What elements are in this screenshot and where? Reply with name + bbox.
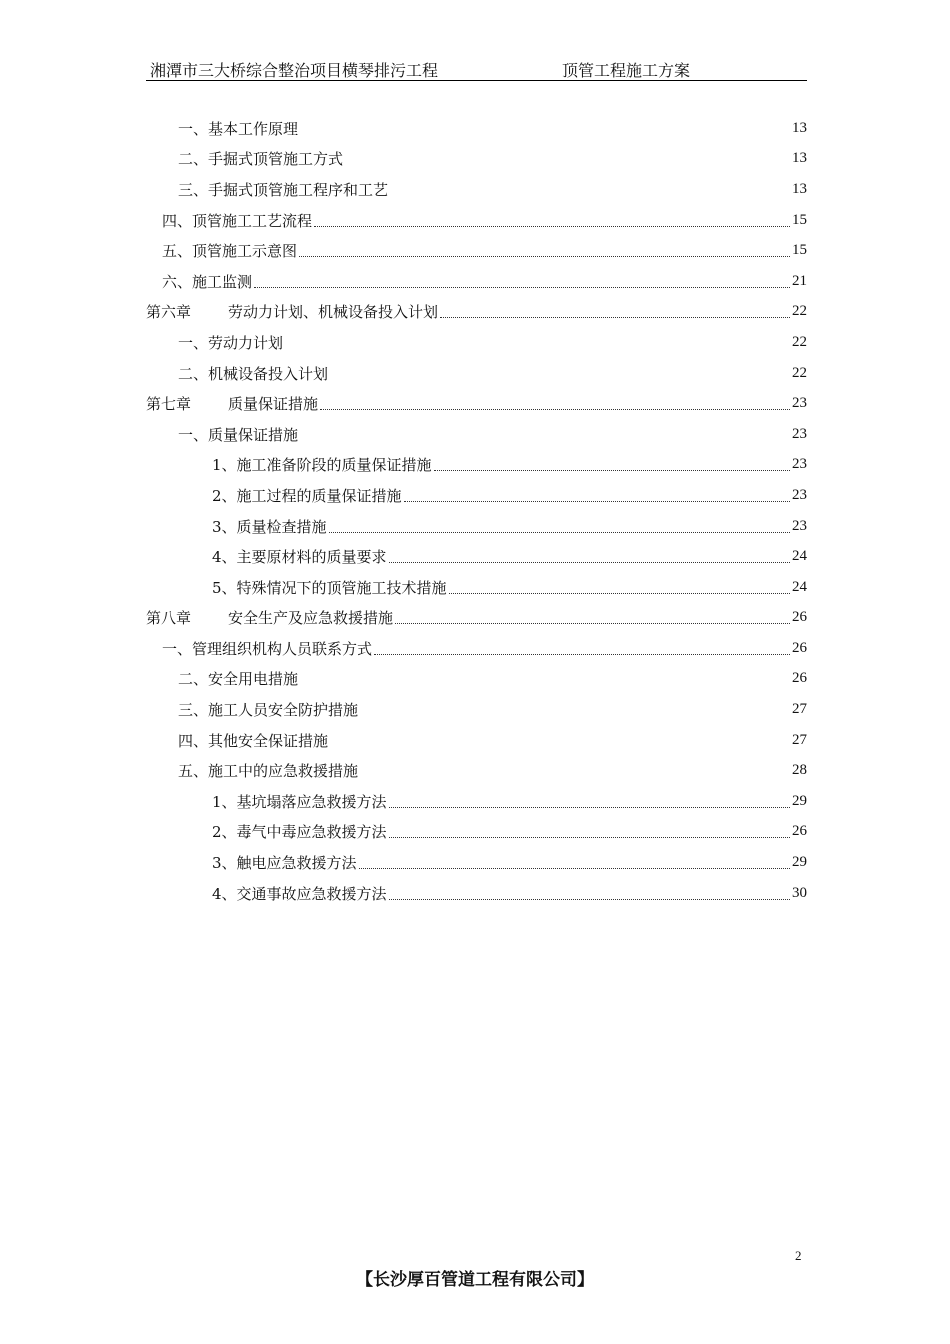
dot-leader — [299, 244, 790, 257]
dot-leader — [359, 856, 790, 869]
toc-chapter-title: 安全生产及应急救援措施 — [228, 609, 394, 628]
toc-page-number: 15 — [792, 242, 807, 259]
toc-entry[interactable] — [146, 266, 807, 297]
toc-entry[interactable] — [146, 480, 807, 511]
toc-page-number: 27 — [792, 731, 807, 748]
toc-entry-title: 五、顶管施工示意图 — [162, 242, 298, 261]
toc-page-number: 29 — [792, 854, 807, 871]
toc-entry-title: 四、其他安全保证措施 — [178, 731, 329, 750]
toc-entry-title: 二、机械设备投入计划 — [178, 364, 329, 383]
toc-chapter-title: 劳动力计划、机械设备投入计划 — [228, 303, 439, 322]
dot-leader — [389, 550, 790, 563]
toc-entry-title: 二、安全用电措施 — [178, 670, 299, 689]
toc-entry[interactable] — [146, 725, 807, 756]
toc-page-number: 27 — [792, 701, 807, 718]
dot-leader — [404, 489, 790, 502]
toc-entry[interactable] — [146, 358, 807, 389]
toc-chapter-number: 第七章 — [146, 395, 192, 414]
toc-page-number: 13 — [792, 119, 807, 136]
toc-entry[interactable] — [146, 327, 807, 358]
toc-entry-title: 一、劳动力计划 — [178, 333, 284, 352]
toc-page-number: 23 — [792, 395, 807, 412]
dot-leader — [374, 642, 790, 655]
dot-leader — [329, 520, 790, 533]
toc-entry[interactable] — [146, 786, 807, 817]
toc-entry[interactable] — [146, 205, 807, 236]
toc-chapter-entry[interactable] — [146, 603, 807, 634]
toc-entry[interactable] — [146, 694, 807, 725]
toc-page-number: 13 — [792, 150, 807, 167]
toc-entry-title: 一、管理组织机构人员联系方式 — [162, 639, 373, 658]
toc-entry-title: 二、手掘式顶管施工方式 — [178, 150, 344, 169]
dot-leader — [449, 581, 790, 594]
toc-page-number: 29 — [792, 792, 807, 809]
toc-entry[interactable] — [146, 419, 807, 450]
toc-page-number: 21 — [792, 272, 807, 289]
toc-page-number: 22 — [792, 303, 807, 320]
toc-page-number: 23 — [792, 425, 807, 442]
toc-entry[interactable] — [146, 541, 807, 572]
toc-entry[interactable] — [146, 847, 807, 878]
toc-entry-title: 1、基坑塌落应急救援方法 — [212, 792, 387, 811]
toc-entry[interactable] — [146, 113, 807, 144]
dot-leader — [395, 611, 790, 624]
dot-leader — [320, 397, 790, 410]
toc-page-number: 26 — [792, 639, 807, 656]
toc-entry-title: 三、施工人员安全防护措施 — [178, 701, 359, 720]
header-project-title: 湘潭市三大桥综合整治项目横琴排污工程 — [150, 61, 439, 80]
toc-chapter-entry[interactable] — [146, 388, 807, 419]
toc-entry-title: 3、质量检查措施 — [212, 517, 327, 536]
dot-leader — [440, 305, 790, 318]
toc-page-number: 26 — [792, 670, 807, 687]
table-of-contents — [146, 113, 807, 908]
page-number: 2 — [795, 1248, 802, 1263]
toc-entry[interactable] — [146, 235, 807, 266]
toc-entry[interactable] — [146, 511, 807, 542]
toc-entry-title — [146, 301, 438, 322]
toc-entry-title: 2、施工过程的质量保证措施 — [212, 486, 402, 505]
toc-entry[interactable] — [146, 633, 807, 664]
toc-entry-title: 4、主要原材料的质量要求 — [212, 548, 387, 567]
toc-entry-title — [146, 607, 393, 628]
toc-page-number: 13 — [792, 180, 807, 197]
toc-page-number: 23 — [792, 456, 807, 473]
toc-page-number: 30 — [792, 884, 807, 901]
toc-entry[interactable] — [146, 664, 807, 695]
toc-entry[interactable] — [146, 174, 807, 205]
toc-page-number: 26 — [792, 609, 807, 626]
toc-page-number: 28 — [792, 762, 807, 779]
toc-page-number: 23 — [792, 486, 807, 503]
toc-page-number: 22 — [792, 364, 807, 381]
toc-entry[interactable] — [146, 144, 807, 175]
toc-entry-title: 1、施工准备阶段的质量保证措施 — [212, 456, 432, 475]
toc-entry-title — [146, 393, 318, 414]
toc-entry-title: 五、施工中的应急救援措施 — [178, 762, 359, 781]
toc-entry[interactable] — [146, 817, 807, 848]
footer-company-name: 【长沙厚百管道工程有限公司】 — [356, 1270, 594, 1290]
toc-entry-title: 四、顶管施工工艺流程 — [162, 211, 313, 230]
toc-entry[interactable] — [146, 755, 807, 786]
toc-page-number: 22 — [792, 333, 807, 350]
dot-leader — [254, 275, 790, 288]
toc-entry-title: 3、触电应急救援方法 — [212, 854, 357, 873]
toc-page-number: 26 — [792, 823, 807, 840]
toc-entry-title: 一、基本工作原理 — [178, 119, 299, 138]
dot-leader — [389, 825, 790, 838]
toc-page-number: 15 — [792, 211, 807, 228]
dot-leader — [314, 214, 790, 227]
toc-chapter-number: 第八章 — [146, 609, 192, 628]
toc-entry-title: 5、特殊情况下的顶管施工技术措施 — [212, 578, 447, 597]
toc-entry[interactable] — [146, 878, 807, 909]
toc-entry-title: 4、交通事故应急救援方法 — [212, 884, 387, 903]
toc-entry[interactable] — [146, 572, 807, 603]
page-header — [146, 56, 807, 81]
toc-chapter-entry[interactable] — [146, 297, 807, 328]
toc-entry[interactable] — [146, 450, 807, 481]
dot-leader — [389, 795, 790, 808]
dot-leader — [389, 887, 790, 900]
toc-entry-title: 2、毒气中毒应急救援方法 — [212, 823, 387, 842]
header-document-title: 顶管工程施工方案 — [562, 61, 691, 80]
toc-entry-title: 三、手掘式顶管施工程序和工艺 — [178, 180, 389, 199]
dot-leader — [434, 458, 790, 471]
toc-chapter-number: 第六章 — [146, 303, 192, 322]
toc-page-number: 24 — [792, 578, 807, 595]
toc-page-number: 24 — [792, 548, 807, 565]
toc-chapter-title: 质量保证措施 — [228, 395, 319, 414]
toc-page-number: 23 — [792, 517, 807, 534]
toc-entry-title: 六、施工监测 — [162, 272, 253, 291]
toc-entry-title: 一、质量保证措施 — [178, 425, 299, 444]
